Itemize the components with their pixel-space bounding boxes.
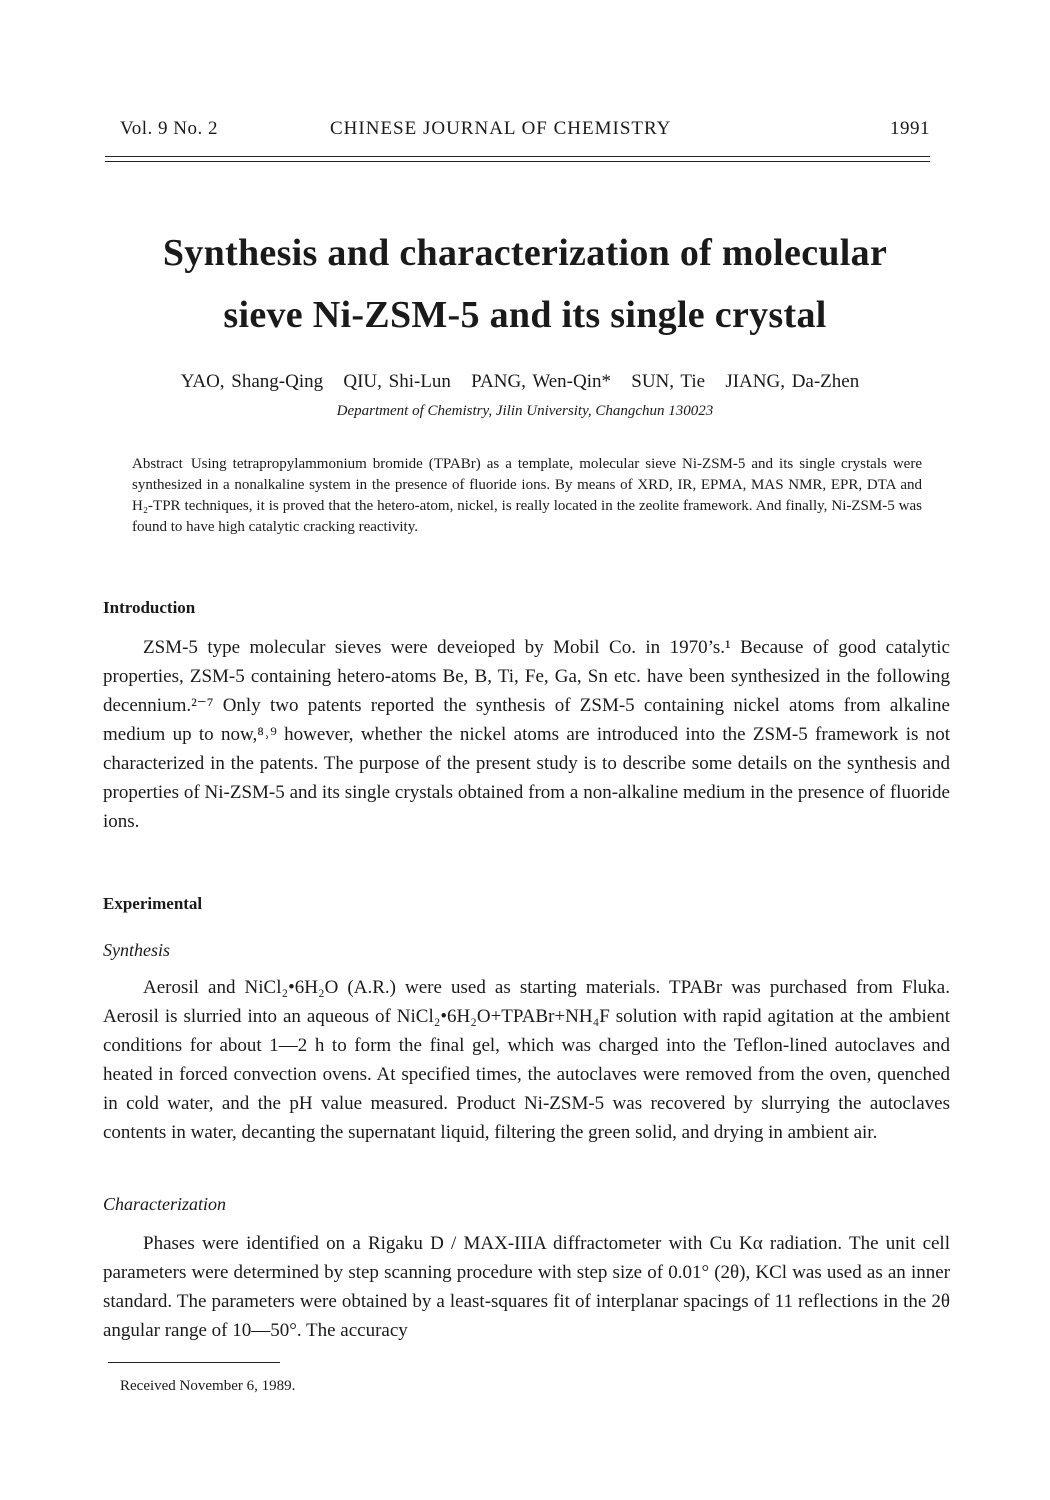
running-header	[120, 118, 930, 148]
abstract-text: Using tetrapropylammonium bromide (TPABr) as a template, molecular sieve Ni-ZSM-5 and its single crystals were synthesized in a nonalkaline system in the presence of fluoride ions. By means of XRD, IR, EPMA, MAS NMR, EPR, DTA and H₂-TPR techniques, it is proved that the hetero-atom, nickel, is really located in the zeolite framework. And finally, Ni-ZSM-5 was found to have high catalytic cracking reactivity.	[132, 456, 922, 535]
journal-name: CHINESE JOURNAL OF CHEMISTRY	[330, 118, 672, 139]
volume-issue: Vol. 9 No. 2	[120, 118, 219, 139]
paper-title	[100, 222, 950, 346]
abstract-label: Abstract	[132, 456, 183, 472]
synthesis-subheading: Synthesis	[103, 940, 170, 960]
introduction-paragraph: ZSM-5 type molecular sieves were deveioped by Mobil Co. in 1970’s.¹ Because of good catalytic properties, ZSM-5 containing hetero-atoms Be, B, Ti, Fe, Ga, Sn etc. have been synthesized in the following decennium.²⁻⁷ Only two patents reported the synthesis of ZSM-5 containing nickel atoms from alkaline medium up to now,⁸˒⁹ however, whether the nickel atoms are introduced into the ZSM-5 framework is not characterized in the patents. The purpose of the present study is to describe some details on the synthesis and properties of Ni-ZSM-5 and its single crystals obtained from a non-alkaline medium in the presence of fluoride ions.	[103, 637, 950, 832]
characterization-subheading: Characterization	[103, 1194, 227, 1214]
abstract	[132, 454, 922, 538]
title-line-1: Synthesis and characterization of molecular	[162, 232, 888, 274]
introduction-heading: Introduction	[103, 598, 196, 617]
header-rule-thin	[105, 156, 930, 157]
characterization-paragraph: Phases were identified on a Rigaku D / MAX-IIIA diffractometer with Cu Kα radiation. The unit cell parameters were determined by step scanning procedure with step size of 0.01° (2θ), KCl was used as an inner standard. The parameters were obtained by a least-squares fit of interplanar spacings of 11 reflections in the 2θ angular range of 10—50°. The accuracy	[103, 1233, 950, 1341]
header-rule-thick	[105, 161, 930, 162]
title-line-2: sieve Ni-ZSM-5 and its single crystal	[223, 294, 827, 336]
author-list: YAO, Shang-Qing QIU, Shi-Lun PANG, Wen-Qin* SUN, Tie JIANG, Da-Zhen	[180, 371, 860, 392]
footnote-rule	[108, 1362, 280, 1363]
received-date-footnote: Received November 6, 1989.	[120, 1378, 296, 1394]
synthesis-paragraph: Aerosil and NiCl₂•6H₂O (A.R.) were used as starting materials. TPABr was purchased from Fluka. Aerosil is slurried into an aqueous of NiCl₂•6H₂O+TPABr+NH₄F solution with rapid agitation at the ambient conditions for about 1—2 h to form the final gel, which was charged into the Teflon-lined autoclaves and heated in forced convection ovens. At specified times, the autoclaves were removed from the oven, quenched in cold water, and the pH value measured. Product Ni-ZSM-5 was recovered by slurrying the autoclaves contents in water, decanting the supernatant liquid, filtering the green solid, and drying in ambient air.	[103, 977, 950, 1143]
publication-year: 1991	[890, 118, 930, 139]
author-affiliation: Department of Chemistry, Jilin University, Changchun 130023	[336, 403, 714, 419]
experimental-heading: Experimental	[103, 894, 203, 913]
